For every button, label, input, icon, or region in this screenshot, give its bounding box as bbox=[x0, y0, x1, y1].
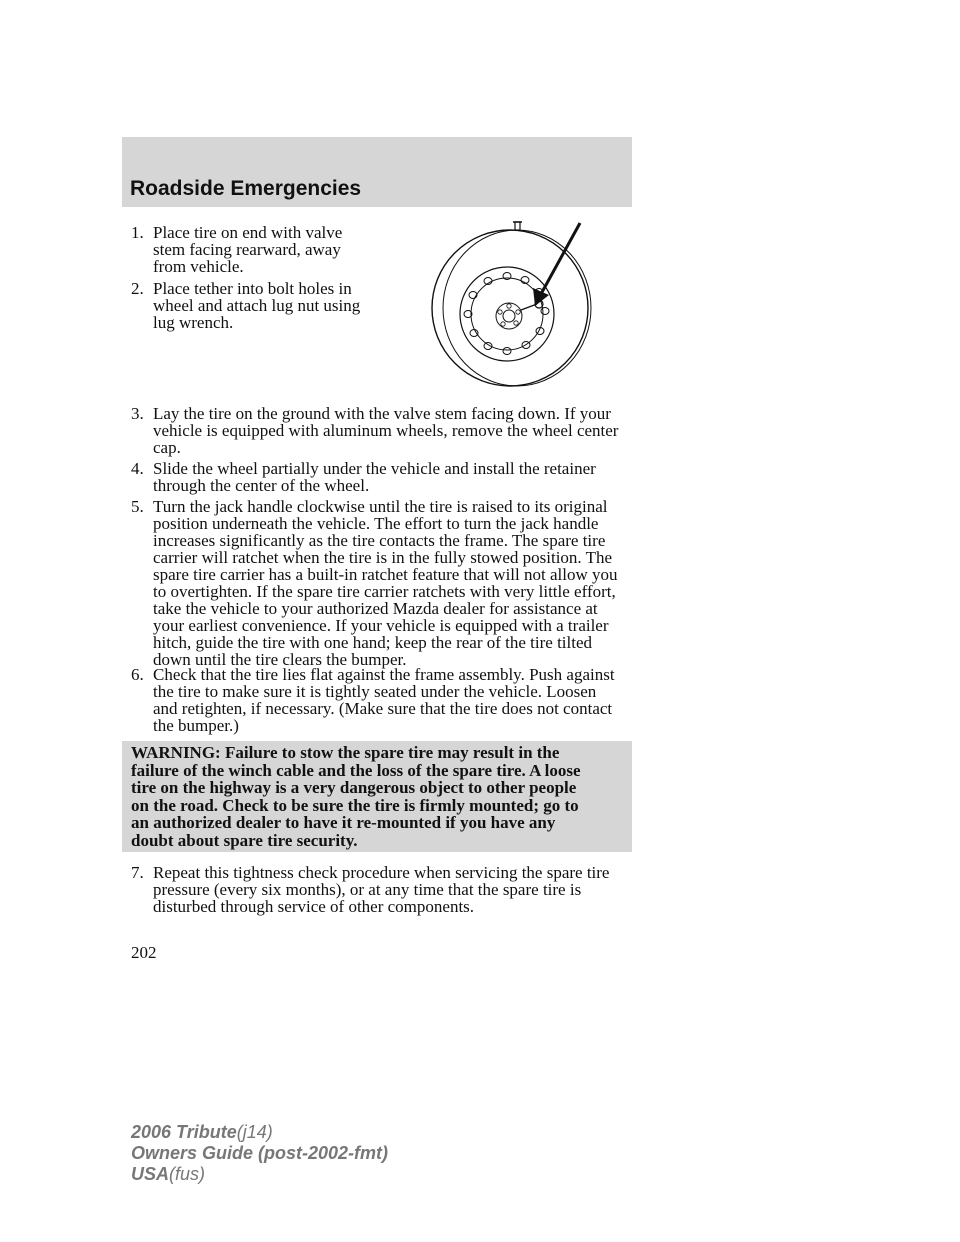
step-text-line: stem facing rearward, away bbox=[153, 240, 341, 259]
step-text-line: carrier will ratchet when the tire is in the fully stowed position. The bbox=[153, 548, 613, 567]
step-text-line: to overtighten. If the spare tire carrier ratchets with very little effort, bbox=[153, 582, 616, 601]
step-text-line: hitch, guide the tire with one hand; keep the rear of the tire tilted bbox=[153, 633, 593, 652]
step-text-line: take the vehicle to your authorized Mazda dealer for assistance at bbox=[153, 599, 598, 618]
step-text-line: down until the tire clears the bumper. bbox=[153, 650, 407, 669]
step-text-line: through the center of the wheel. bbox=[153, 476, 370, 495]
footer-guide: Owners Guide (post-2002-fmt) bbox=[131, 1143, 389, 1163]
warning-line: tire on the highway is a very dangerous object to other people bbox=[131, 778, 577, 798]
step-number: 3. bbox=[131, 404, 144, 423]
footer-model: 2006 Tribute bbox=[131, 1122, 237, 1142]
step-text-line: from vehicle. bbox=[153, 257, 244, 276]
step-text-line: wheel and attach lug nut using bbox=[153, 296, 361, 315]
spare-tire-illustration bbox=[425, 218, 595, 388]
warning-line: on the road. Check to be sure the tire is firmly mounted; go to bbox=[131, 795, 579, 815]
step-text-line: position underneath the vehicle. The effort to turn the jack handle bbox=[153, 514, 599, 533]
section-title: Roadside Emergencies bbox=[130, 177, 362, 200]
warning-line: doubt about spare tire security. bbox=[131, 830, 358, 850]
step-text-line: vehicle is equipped with aluminum wheels, remove the wheel center bbox=[153, 421, 619, 440]
step-text-line: Check that the tire lies flat against the frame assembly. Push against bbox=[153, 665, 615, 684]
step-number: 4. bbox=[131, 459, 144, 478]
warning-line: WARNING: Failure to stow the spare tire may result in the bbox=[131, 743, 560, 762]
step-number: 6. bbox=[131, 665, 144, 684]
step-text-line: your earliest convenience. If your vehicle is equipped with a trailer bbox=[153, 616, 609, 635]
page-number: 202 bbox=[131, 943, 157, 962]
document-footer bbox=[131, 1122, 388, 1185]
step-text-line: cap. bbox=[153, 438, 181, 457]
step-text-line: Place tether into bolt holes in bbox=[153, 279, 352, 298]
step-number: 1. bbox=[131, 223, 144, 242]
footer-market: USA bbox=[131, 1164, 170, 1184]
step-text-line: Turn the jack handle clockwise until the tire is raised to its original bbox=[153, 497, 608, 516]
warning-box bbox=[122, 741, 632, 852]
step-number: 5. bbox=[131, 497, 144, 516]
warning-line: failure of the winch cable and the loss of the spare tire. A loose bbox=[131, 760, 581, 780]
step-text-line: spare tire carrier has a built-in ratchet feature that will not allow you bbox=[153, 565, 618, 584]
step-text-line: and retighten, if necessary. (Make sure that the tire does not contact bbox=[153, 699, 613, 718]
step-text-line: disturbed through service of other components. bbox=[153, 897, 475, 916]
footer-model-code: (j14) bbox=[236, 1122, 273, 1142]
step-number: 2. bbox=[131, 279, 144, 298]
step-text-line: Lay the tire on the ground with the valve stem facing down. If your bbox=[153, 404, 611, 423]
step-text-line: Repeat this tightness check procedure when servicing the spare tire bbox=[153, 863, 610, 882]
step-text-line: increases significantly as the tire contacts the frame. The spare tire bbox=[153, 531, 606, 550]
footer-market-code: (fus) bbox=[169, 1164, 206, 1184]
step-text-line: pressure (every six months), or at any time that the spare tire is bbox=[153, 880, 582, 899]
section-header bbox=[122, 137, 632, 207]
step-text-line: the bumper.) bbox=[153, 716, 239, 735]
step-number: 7. bbox=[131, 863, 144, 882]
warning-line: an authorized dealer to have it re-mounted if you have any bbox=[131, 813, 556, 833]
step-text-line: the tire to make sure it is tightly seated under the vehicle. Loosen bbox=[153, 682, 597, 701]
step-text-line: lug wrench. bbox=[153, 313, 234, 332]
step-text-line: Slide the wheel partially under the vehicle and install the retainer bbox=[153, 459, 596, 478]
step-text-line: Place tire on end with valve bbox=[153, 223, 343, 242]
